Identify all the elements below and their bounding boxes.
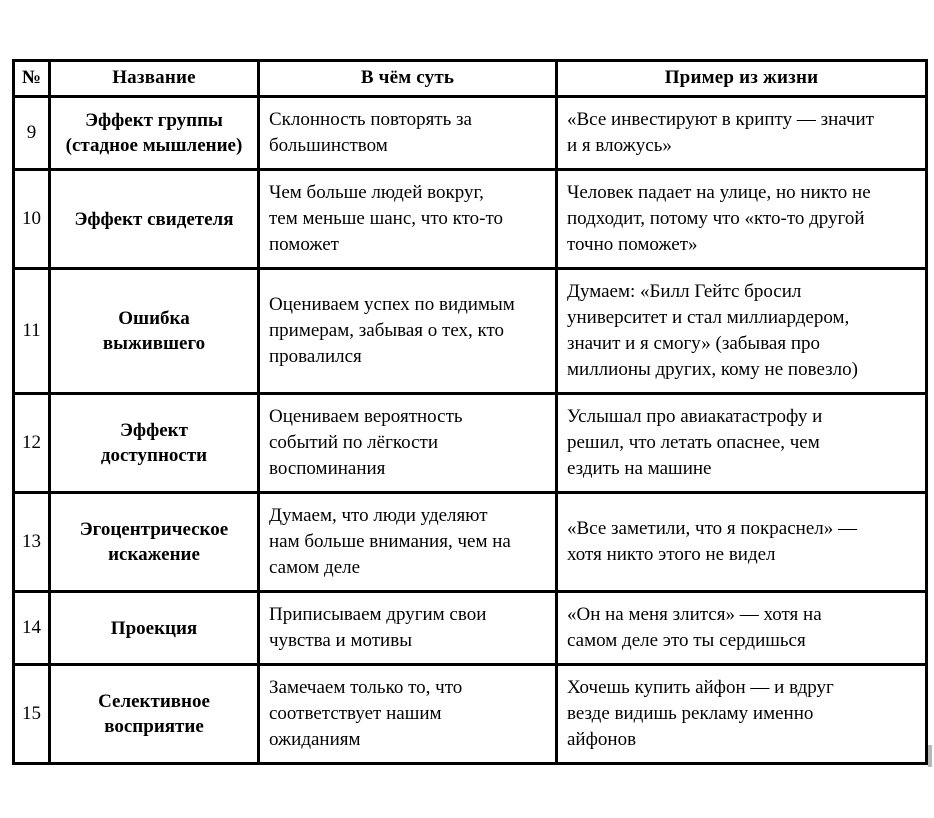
bias-example-line: Хочешь купить айфон — и вдруг: [567, 677, 834, 698]
row-number: 9: [14, 97, 50, 170]
bias-example: [557, 394, 927, 493]
bias-example: [557, 493, 927, 592]
bias-gist-line: Оцениваем успех по видимым: [269, 294, 515, 315]
bias-gist: [259, 269, 557, 394]
table-row: [14, 269, 927, 394]
bias-example-line: «Все заметили, что я покраснел» —: [567, 518, 857, 539]
bias-name-line: выжившего: [102, 333, 206, 354]
bias-example-line: решил, что летать опаснее, чем: [567, 432, 820, 453]
bias-example: [557, 592, 927, 665]
bias-name: [50, 592, 259, 665]
bias-gist-line: ожиданиям: [269, 729, 361, 750]
bias-gist-line: чувства и мотивы: [269, 630, 412, 651]
bias-name: [50, 97, 259, 170]
table-row: [14, 97, 927, 170]
bias-gist-line: примерам, забывая о тех, кто: [269, 320, 505, 341]
bias-example-line: хотя никто этого не видел: [567, 544, 776, 565]
bias-example-line: «Все инвестируют в крипту — значит: [567, 109, 874, 130]
bias-name: [50, 665, 259, 764]
bias-name-line: Эгоцентрическое: [79, 519, 229, 540]
row-number: 15: [14, 665, 50, 764]
bias-name-line: (стадное мышление): [65, 135, 243, 156]
bias-gist: [259, 394, 557, 493]
bias-gist: [259, 665, 557, 764]
bias-example: [557, 97, 927, 170]
bias-gist-line: поможет: [269, 234, 339, 255]
table-row: [14, 665, 927, 764]
bias-example-line: Услышал про авиакатастрофу и: [567, 406, 823, 427]
bias-gist-line: Думаем, что люди уделяют: [269, 505, 488, 526]
bias-name: [50, 394, 259, 493]
bias-name-line: восприятие: [104, 716, 204, 737]
header-row: [14, 61, 927, 97]
bias-gist-line: провалился: [269, 346, 362, 367]
bias-example: [557, 170, 927, 269]
bias-table-container: [12, 59, 925, 765]
bias-gist-line: нам больше внимания, чем на: [269, 531, 511, 552]
bias-example-line: подходит, потому что «кто-то другой: [567, 208, 865, 229]
bias-example-line: айфонов: [567, 729, 637, 750]
bias-gist: [259, 97, 557, 170]
bias-name-line: Проекция: [110, 617, 198, 639]
bias-example-line: Думаем: «Билл Гейтс бросил: [567, 281, 802, 302]
bias-gist-line: тем меньше шанс, что кто-то: [269, 208, 504, 229]
bias-name-line: Эффект группы: [85, 110, 223, 131]
bias-gist-line: Чем больше людей вокруг,: [269, 182, 484, 203]
bias-example: [557, 269, 927, 394]
bias-example-line: миллионы других, кому не повезло): [567, 359, 858, 380]
bias-example-line: значит и я смогу» (забывая про: [567, 333, 821, 354]
row-number: 13: [14, 493, 50, 592]
bias-name-line: Эффект свидетеля: [74, 208, 234, 230]
bias-gist-line: Оцениваем вероятность: [269, 406, 463, 427]
bias-name-line: доступности: [100, 445, 208, 466]
bias-name-line: Эффект: [120, 420, 188, 441]
bias-name: [50, 493, 259, 592]
bias-gist-line: Приписываем другим свои: [269, 604, 487, 625]
bias-gist: [259, 493, 557, 592]
bias-example-line: университет и стал миллиардером,: [567, 307, 850, 328]
table-row: [14, 170, 927, 269]
bias-gist-line: Замечаем только то, что: [269, 677, 463, 698]
bias-example-line: «Он на меня злится» — хотя на: [567, 604, 822, 625]
bias-name: [50, 170, 259, 269]
bias-gist: [259, 592, 557, 665]
bias-name: [50, 269, 259, 394]
column-header-example: Пример из жизни: [557, 61, 927, 97]
bias-gist: [259, 170, 557, 269]
bias-example-line: и я вложусь»: [567, 135, 672, 156]
bias-example-line: ездить на машине: [567, 458, 712, 479]
bias-gist-line: большинством: [269, 135, 388, 156]
bias-example-line: Человек падает на улице, но никто не: [567, 182, 871, 203]
column-header-number: №: [14, 61, 50, 97]
bias-gist-line: событий по лёгкости: [269, 432, 439, 453]
table-body: [14, 97, 927, 764]
bias-name-line: Селективное: [98, 691, 210, 712]
table-row: [14, 592, 927, 665]
row-number: 12: [14, 394, 50, 493]
bias-gist-line: воспоминания: [269, 458, 386, 479]
column-header-gist: В чём суть: [259, 61, 557, 97]
bias-example: [557, 665, 927, 764]
bias-example-line: везде видишь рекламу именно: [567, 703, 814, 724]
bias-gist-line: Склонность повторять за: [269, 109, 472, 130]
table-header: [14, 61, 927, 97]
bias-gist-line: самом деле: [269, 557, 361, 578]
row-number: 10: [14, 170, 50, 269]
bias-gist-line: соответствует нашим: [269, 703, 442, 724]
column-header-name: Название: [50, 61, 259, 97]
bias-example-line: точно поможет»: [567, 234, 698, 255]
row-number: 14: [14, 592, 50, 665]
cognitive-biases-table: [12, 59, 928, 765]
row-number: 11: [14, 269, 50, 394]
table-row: [14, 394, 927, 493]
bias-name-line: Ошибка: [118, 308, 190, 329]
table-row: [14, 493, 927, 592]
bias-example-line: самом деле это ты сердишься: [567, 630, 806, 651]
bias-name-line: искажение: [108, 544, 200, 565]
scroll-edge-marker: [928, 745, 932, 767]
